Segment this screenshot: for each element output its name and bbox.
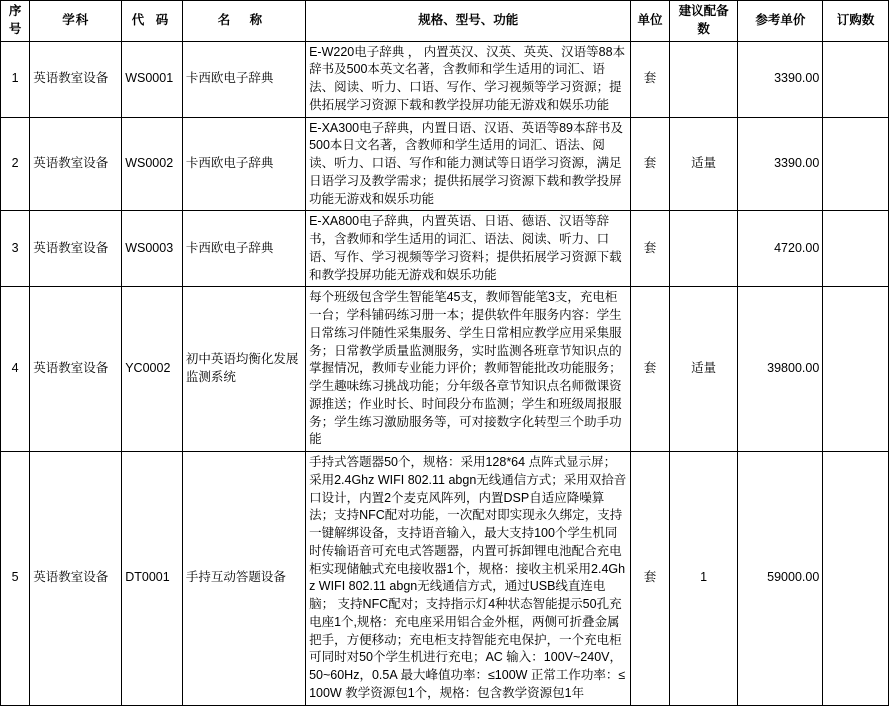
cell-index: 3 xyxy=(1,211,30,287)
cell-order[interactable] xyxy=(823,452,889,706)
cell-price: 59000.00 xyxy=(738,452,823,706)
cell-spec: E-XA300电子辞典，内置日语、汉语、英语等89本辞书及500本日文名著，含教师和学生适用的词汇、语法、阅读、听力、口语、写作和能力测试等日语学习资源，满足日语学习及教学需求；提供拓展学习资源下载和教学投屏功能无游戏和娱乐功能 xyxy=(306,117,631,211)
column-header-spec: 规格、型号、功能 xyxy=(306,1,631,42)
cell-name: 卡西欧电子辞典 xyxy=(182,117,305,211)
column-header-unit: 单位 xyxy=(631,1,669,42)
cell-order[interactable] xyxy=(823,287,889,452)
table-header-row xyxy=(1,1,889,42)
table-row xyxy=(1,41,889,117)
cell-subject: 英语教室设备 xyxy=(30,287,122,452)
table-row xyxy=(1,287,889,452)
table-row xyxy=(1,452,889,706)
table-row xyxy=(1,211,889,287)
cell-subject: 英语教室设备 xyxy=(30,117,122,211)
cell-index: 4 xyxy=(1,287,30,452)
cell-index: 5 xyxy=(1,452,30,706)
cell-quantity: 适量 xyxy=(669,287,738,452)
column-header-order: 订购数 xyxy=(823,1,889,42)
cell-spec: 每个班级包含学生智能笔45支，教师智能笔3支，充电柜一台；学科铺码练习册一本；提供软件年服务内容：学生日常练习伴随性采集服务、学生日常相应教学应用采集服务；日常教学质量监测服务，实时监测各班章节知识点的掌握情况，教师专业能力评价；教师智能批改功能服务；学生趣味练习挑战功能；分年级各章节知识点名师微课资源推送；作业时长、时间段分布监测；学生和班级周报服务；学生练习激励服务等，可对接数字化转型三个助手功能 xyxy=(306,287,631,452)
cell-quantity xyxy=(669,41,738,117)
column-header-index: 序号 xyxy=(1,1,30,42)
column-header-price: 参考单价 xyxy=(738,1,823,42)
cell-spec: E-XA800电子辞典，内置英语、日语、德语、汉语等辞书，含教师和学生适用的词汇、语法、阅读、听力、口语、写作、学习视频等学习资料；提供拓展学习资源下载和教学投屏功能无游戏和娱乐功能 xyxy=(306,211,631,287)
cell-subject: 英语教室设备 xyxy=(30,41,122,117)
cell-name: 卡西欧电子辞典 xyxy=(182,41,305,117)
cell-quantity xyxy=(669,211,738,287)
cell-price: 39800.00 xyxy=(738,287,823,452)
column-header-code: 代 码 xyxy=(122,1,183,42)
cell-name: 初中英语均衡化发展监测系统 xyxy=(182,287,305,452)
cell-unit: 套 xyxy=(631,452,669,706)
cell-unit: 套 xyxy=(631,41,669,117)
cell-code: WS0001 xyxy=(122,41,183,117)
cell-spec: E-W220电子辞典 ， 内置英汉、汉英、英英、汉语等88本辞书及500本英文名著，含教师和学生适用的词汇、语法、阅读、听力、口语、写作、学习视频等学习资源；提供拓展学习资源下载和教学投屏功能无游戏和娱乐功能 xyxy=(306,41,631,117)
cell-price: 4720.00 xyxy=(738,211,823,287)
cell-price: 3390.00 xyxy=(738,41,823,117)
cell-quantity: 适量 xyxy=(669,117,738,211)
cell-code: WS0003 xyxy=(122,211,183,287)
cell-code: YC0002 xyxy=(122,287,183,452)
cell-name: 卡西欧电子辞典 xyxy=(182,211,305,287)
cell-unit: 套 xyxy=(631,117,669,211)
cell-index: 2 xyxy=(1,117,30,211)
table-body xyxy=(1,41,889,705)
column-header-quantity: 建议配备数 xyxy=(669,1,738,42)
cell-subject: 英语教室设备 xyxy=(30,452,122,706)
cell-name: 手持互动答题设备 xyxy=(182,452,305,706)
cell-code: WS0002 xyxy=(122,117,183,211)
cell-price: 3390.00 xyxy=(738,117,823,211)
column-header-subject: 学科 xyxy=(30,1,122,42)
cell-order[interactable] xyxy=(823,211,889,287)
column-header-name: 名 称 xyxy=(182,1,305,42)
cell-code: DT0001 xyxy=(122,452,183,706)
cell-index: 1 xyxy=(1,41,30,117)
cell-order[interactable] xyxy=(823,41,889,117)
cell-quantity: 1 xyxy=(669,452,738,706)
cell-subject: 英语教室设备 xyxy=(30,211,122,287)
cell-unit: 套 xyxy=(631,211,669,287)
table-header xyxy=(1,1,889,42)
table-row xyxy=(1,117,889,211)
cell-order[interactable] xyxy=(823,117,889,211)
cell-unit: 套 xyxy=(631,287,669,452)
cell-spec: 手持式答题器50个，规格：采用128*64 点阵式显示屏；采用2.4Ghz WIFI 802.11 abgn无线通信方式；采用双拾音口设计，内置2个麦克风阵列，内置DSP自适应降噪算法；支持NFC配对功能，一次配对即实现永久绑定，支持一键解绑设备，支持语音输入，最大支持100个学生机同时传输语音可充电式答题器，内置可拆卸锂电池配合充电柜实现储触式充电接收器1个，规格：接收主机采用2.4Ghz WIFI 802.11 abgn无线通信方式，通过USB线直连电脑； 支持NFC配对；支持指示灯4种状态智能提示50孔充电座1个,规格：充电座采用铝合金外框，两侧可折叠金属把手，方便移动；充电柜支持智能充电保护，一个充电柜可同时对50个学生机进行充电；AC 输入：100V~240V，50~60Hz，0.5A 最大峰值功率：≤100W 正常工作功率：≤100W 教学资源包1个，规格：包含教学资源包1年 xyxy=(306,452,631,706)
